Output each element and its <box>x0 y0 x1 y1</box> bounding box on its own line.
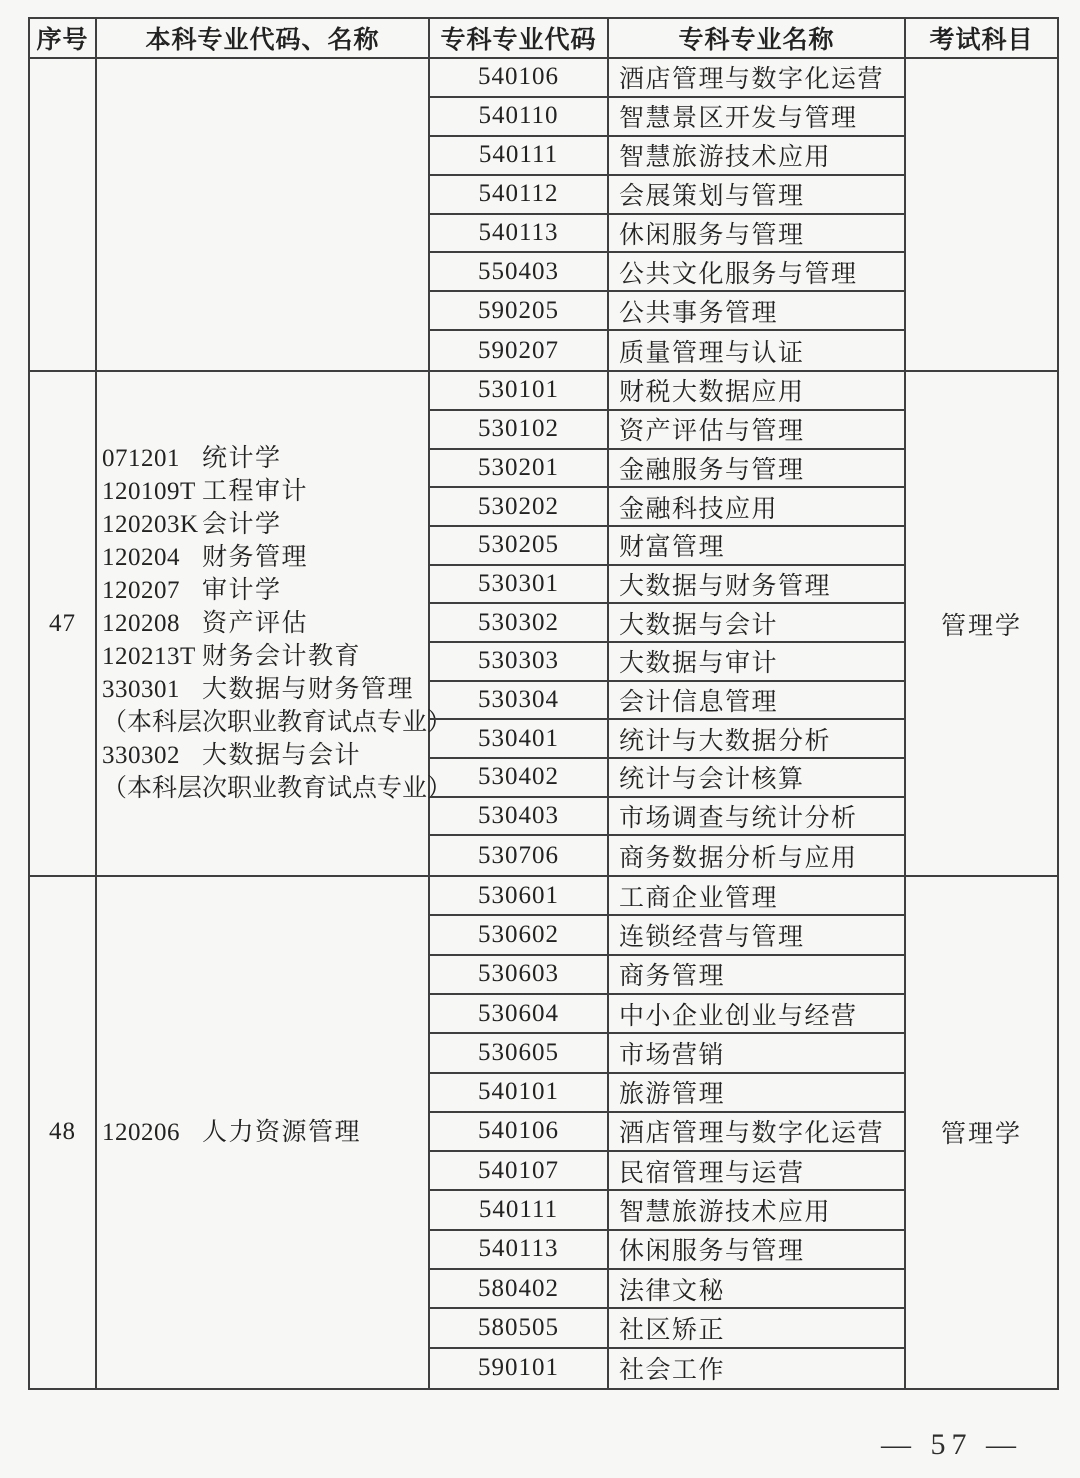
specialty-code-cell: 530706 <box>430 836 609 875</box>
header-college-name: 专科专业名称 <box>609 19 906 57</box>
specialty-name-cell: 中小企业创业与经营 <box>609 995 906 1032</box>
undergrad-name: 财务管理 <box>202 544 309 572</box>
specialty-name-cell: 社区矫正 <box>609 1309 906 1346</box>
table-row <box>430 292 906 331</box>
page-number: — 57 — <box>881 1428 1022 1461</box>
undergrad-line <box>102 508 426 541</box>
specialty-name-cell: 统计与大数据分析 <box>609 720 906 757</box>
specialty-code-cell: 530402 <box>430 759 609 796</box>
specialty-name-cell: 大数据与会计 <box>609 604 906 641</box>
table-group <box>30 59 1057 372</box>
undergrad-line <box>102 442 426 475</box>
specialty-rows <box>430 372 906 875</box>
undergrad-name: 工程审计 <box>202 478 309 506</box>
table-body <box>30 59 1057 1388</box>
undergrad-code: 330302 <box>102 742 180 770</box>
specialty-code-cell: 540106 <box>430 1113 609 1150</box>
table-row <box>430 527 906 566</box>
table-row <box>430 488 906 527</box>
table-row <box>430 1034 906 1073</box>
undergrad-cell <box>97 59 430 370</box>
specialty-name-cell: 市场营销 <box>609 1034 906 1071</box>
undergrad-line <box>102 574 426 607</box>
table-row <box>430 604 906 643</box>
undergrad-code: 120213T <box>102 643 196 671</box>
exam-subject-cell: 管理学 <box>940 1121 1022 1149</box>
undergrad-code: 330301 <box>102 676 180 704</box>
specialty-name-cell: 社会工作 <box>609 1349 906 1388</box>
undergrad-cell <box>97 877 430 1388</box>
header-exam-subject: 考试科目 <box>929 26 1034 54</box>
specialty-code-cell: 540112 <box>430 176 609 213</box>
specialty-code-cell: 590101 <box>430 1349 609 1388</box>
table-header-row <box>30 19 1057 59</box>
specialty-name-cell: 工商企业管理 <box>609 877 906 914</box>
table-row <box>430 59 906 98</box>
undergrad-name: 财务会计教育 <box>202 643 362 671</box>
table-row <box>430 1074 906 1113</box>
specialty-name-cell: 市场调查与统计分析 <box>609 798 906 835</box>
table-row <box>430 1231 906 1270</box>
specialty-name-cell: 质量管理与认证 <box>609 331 906 370</box>
table-group <box>30 877 1057 1388</box>
undergrad-line <box>102 739 426 772</box>
specialty-code-cell: 530302 <box>430 604 609 641</box>
table-row <box>430 877 906 916</box>
table-row <box>430 176 906 215</box>
specialty-name-cell: 休闲服务与管理 <box>609 1231 906 1268</box>
undergrad-line <box>102 640 426 673</box>
serial-cell <box>30 59 97 370</box>
specialty-code-cell: 540107 <box>430 1152 609 1189</box>
header-serial: 序号 <box>30 19 97 57</box>
specialty-code-cell: 530303 <box>430 643 609 680</box>
undergrad-line <box>102 673 426 706</box>
undergrad-line <box>102 541 426 574</box>
specialty-name-cell: 智慧景区开发与管理 <box>609 98 906 135</box>
specialty-name-cell: 财富管理 <box>609 527 906 564</box>
specialty-name-cell: 法律文秘 <box>609 1270 906 1307</box>
undergrad-name: 大数据与会计 <box>202 742 362 770</box>
table-row <box>430 215 906 254</box>
specialty-name-cell: 大数据与财务管理 <box>609 566 906 603</box>
undergrad-code: 120109T <box>102 478 196 506</box>
specialty-code-cell: 540111 <box>430 1191 609 1228</box>
specialty-name-cell: 商务数据分析与应用 <box>609 836 906 875</box>
specialty-code-cell: 530202 <box>430 488 609 525</box>
specialty-code-cell: 590205 <box>430 292 609 329</box>
specialty-name-cell: 智慧旅游技术应用 <box>609 137 906 174</box>
table-row <box>430 1349 906 1388</box>
specialty-name-cell: 酒店管理与数字化运营 <box>609 1113 906 1150</box>
specialty-code-cell: 530201 <box>430 450 609 487</box>
specialty-code-cell: 530101 <box>430 372 609 409</box>
specialty-code-cell: 540110 <box>430 98 609 135</box>
table-row <box>430 1113 906 1152</box>
specialty-name-cell: 民宿管理与运营 <box>609 1152 906 1189</box>
table-row <box>430 956 906 995</box>
table-row <box>430 1309 906 1348</box>
undergrad-line <box>102 607 426 640</box>
specialty-code-cell: 550403 <box>430 253 609 290</box>
header-undergrad-code-name: 本科专业代码、名称 <box>97 19 430 57</box>
undergrad-name: 统计学 <box>202 445 282 473</box>
specialty-name-cell: 资产评估与管理 <box>609 411 906 448</box>
table-row <box>430 331 906 370</box>
exam-subject-cell <box>906 59 1057 370</box>
undergrad-code: 120208 <box>102 610 180 638</box>
specialty-name-cell: 连锁经营与管理 <box>609 916 906 953</box>
specialty-code-cell: 530205 <box>430 527 609 564</box>
undergrad-name: 会计学 <box>202 511 282 539</box>
table-row <box>430 1191 906 1230</box>
specialty-name-cell: 公共事务管理 <box>609 292 906 329</box>
specialty-name-cell: 酒店管理与数字化运营 <box>609 59 906 96</box>
undergrad-line <box>102 475 426 508</box>
table-row <box>430 720 906 759</box>
specialty-code-cell: 540101 <box>430 1074 609 1111</box>
table-row <box>430 798 906 837</box>
specialty-code-cell: 530601 <box>430 877 609 914</box>
specialty-name-cell: 金融服务与管理 <box>609 450 906 487</box>
specialty-code-cell: 530602 <box>430 916 609 953</box>
specialty-name-cell: 会计信息管理 <box>609 682 906 719</box>
serial-cell: 47 <box>30 372 97 875</box>
specialty-code-cell: 530301 <box>430 566 609 603</box>
specialty-name-cell: 会展策划与管理 <box>609 176 906 213</box>
table-row <box>430 137 906 176</box>
specialty-code-cell: 580505 <box>430 1309 609 1346</box>
undergrad-name: 资产评估 <box>202 610 309 638</box>
table-row <box>430 372 906 411</box>
specialty-name-cell: 公共文化服务与管理 <box>609 253 906 290</box>
specialty-code-cell: 540111 <box>430 137 609 174</box>
specialty-name-cell: 统计与会计核算 <box>609 759 906 796</box>
specialty-name-cell: 商务管理 <box>609 956 906 993</box>
table-group <box>30 372 1057 877</box>
table-row <box>430 916 906 955</box>
undergrad-code: 120207 <box>102 577 180 605</box>
undergrad-code: 071201 <box>102 445 180 473</box>
specialty-name-cell: 智慧旅游技术应用 <box>609 1191 906 1228</box>
undergrad-line <box>102 1116 426 1149</box>
specialty-code-cell: 530603 <box>430 956 609 993</box>
exam-subject-cell: 管理学 <box>940 612 1022 640</box>
majors-table <box>28 17 1059 1390</box>
specialty-code-cell: 540106 <box>430 59 609 96</box>
table-row <box>430 450 906 489</box>
specialty-name-cell: 金融科技应用 <box>609 488 906 525</box>
header-college-code: 专科专业代码 <box>430 19 609 57</box>
specialty-code-cell: 580402 <box>430 1270 609 1307</box>
specialty-name-cell: 财税大数据应用 <box>609 372 906 409</box>
table-row <box>430 98 906 137</box>
specialty-name-cell: 休闲服务与管理 <box>609 215 906 252</box>
specialty-name-cell: 旅游管理 <box>609 1074 906 1111</box>
undergrad-name: 大数据与财务管理 <box>202 676 415 704</box>
specialty-name-cell: 大数据与审计 <box>609 643 906 680</box>
table-row <box>430 682 906 721</box>
specialty-code-cell: 530102 <box>430 411 609 448</box>
table-row <box>430 253 906 292</box>
table-row <box>430 759 906 798</box>
specialty-code-cell: 590207 <box>430 331 609 370</box>
table-row <box>430 836 906 875</box>
undergrad-code: 120203K <box>102 511 199 539</box>
undergrad-code: 120204 <box>102 544 180 572</box>
specialty-code-cell: 540113 <box>430 1231 609 1268</box>
undergrad-name: 审计学 <box>202 577 282 605</box>
table-row <box>430 643 906 682</box>
specialty-code-cell: 530605 <box>430 1034 609 1071</box>
specialty-code-cell: 530604 <box>430 995 609 1032</box>
specialty-code-cell: 530304 <box>430 682 609 719</box>
specialty-rows <box>430 59 906 370</box>
specialty-code-cell: 530401 <box>430 720 609 757</box>
undergrad-cell <box>97 372 453 875</box>
undergrad-name: 人力资源管理 <box>202 1118 362 1146</box>
table-row <box>430 1270 906 1309</box>
undergrad-note: （本科层次职业教育试点专业） <box>102 709 453 737</box>
specialty-code-cell: 530403 <box>430 798 609 835</box>
table-row <box>430 1152 906 1191</box>
table-row <box>430 411 906 450</box>
serial-cell: 48 <box>30 877 97 1388</box>
specialty-code-cell: 540113 <box>430 215 609 252</box>
undergrad-code: 120206 <box>102 1118 180 1146</box>
table-row <box>430 566 906 605</box>
table-row <box>430 995 906 1034</box>
specialty-rows <box>430 877 906 1388</box>
undergrad-note: （本科层次职业教育试点专业） <box>102 775 453 803</box>
